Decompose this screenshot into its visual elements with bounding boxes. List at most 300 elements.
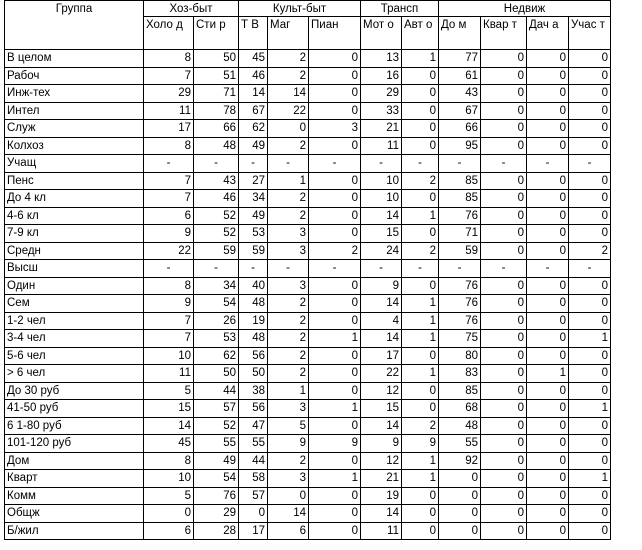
table-cell: 0 — [527, 400, 569, 418]
table-cell: 0 — [569, 172, 611, 190]
table-cell: 0 — [309, 382, 361, 400]
row-label: Б/жил — [5, 522, 144, 540]
data-table — [4, 0, 611, 540]
table-cell: 56 — [239, 347, 268, 365]
table-cell: 0 — [569, 382, 611, 400]
table-cell: 0 — [527, 172, 569, 190]
table-cell: 0 — [527, 312, 569, 330]
table-cell: 1 — [402, 330, 439, 348]
table-cell: 0 — [481, 435, 527, 453]
table-cell: 0 — [527, 522, 569, 540]
table-cell: 34 — [194, 277, 239, 295]
data-table-container — [4, 0, 611, 540]
table-cell: 2 — [268, 50, 309, 68]
table-cell: 2 — [268, 330, 309, 348]
table-cell: 28 — [194, 522, 239, 540]
table-cell: 8 — [144, 277, 194, 295]
table-cell: 0 — [402, 487, 439, 505]
table-cell: 51 — [194, 67, 239, 85]
table-cell: 2 — [268, 190, 309, 208]
table-cell: 17 — [239, 522, 268, 540]
row-label: 4-6 кл — [5, 207, 144, 225]
table-row — [5, 155, 611, 173]
table-cell: - — [439, 155, 481, 173]
table-cell: 0 — [527, 347, 569, 365]
row-label: Кварт — [5, 470, 144, 488]
table-cell: 0 — [569, 522, 611, 540]
table-cell: 3 — [268, 277, 309, 295]
table-cell: 2 — [569, 242, 611, 260]
table-cell: 10 — [361, 172, 402, 190]
table-cell: 0 — [481, 277, 527, 295]
table-cell: 0 — [527, 277, 569, 295]
column-header-motorcycle: Мот о — [361, 17, 402, 50]
table-cell: 9 — [144, 295, 194, 313]
table-cell: - — [239, 155, 268, 173]
table-row — [5, 312, 611, 330]
table-cell: 0 — [402, 67, 439, 85]
table-cell: 29 — [361, 85, 402, 103]
table-cell: - — [144, 155, 194, 173]
table-cell: 0 — [527, 452, 569, 470]
table-cell: 0 — [481, 522, 527, 540]
table-cell: 0 — [527, 435, 569, 453]
row-label: > 6 чел — [5, 365, 144, 383]
table-cell: 17 — [361, 347, 402, 365]
table-cell: 0 — [268, 487, 309, 505]
table-cell: 14 — [268, 85, 309, 103]
table-cell: 0 — [239, 505, 268, 523]
table-cell: - — [239, 260, 268, 278]
table-cell: 1 — [402, 365, 439, 383]
table-cell: 1 — [527, 365, 569, 383]
table-cell: 0 — [309, 347, 361, 365]
table-cell: 0 — [481, 312, 527, 330]
table-cell: 0 — [309, 172, 361, 190]
table-cell: - — [194, 155, 239, 173]
table-cell: 33 — [361, 102, 402, 120]
table-cell: - — [361, 155, 402, 173]
table-cell: 0 — [481, 382, 527, 400]
group-header-row — [5, 1, 611, 17]
table-cell: 6 — [144, 522, 194, 540]
table-cell: 9 — [144, 225, 194, 243]
table-cell: 2 — [268, 137, 309, 155]
table-cell: 61 — [439, 67, 481, 85]
table-cell: 0 — [309, 137, 361, 155]
table-cell: 1 — [402, 207, 439, 225]
table-cell: 0 — [527, 242, 569, 260]
row-label: Общж — [5, 505, 144, 523]
group-header-realty: Недвиж — [439, 1, 611, 17]
table-cell: 21 — [361, 470, 402, 488]
table-cell: 0 — [309, 522, 361, 540]
table-row — [5, 487, 611, 505]
table-cell: 21 — [361, 120, 402, 138]
table-cell: 11 — [361, 522, 402, 540]
table-cell: 0 — [402, 505, 439, 523]
table-cell: - — [527, 260, 569, 278]
table-cell: 0 — [309, 277, 361, 295]
table-cell: 54 — [194, 295, 239, 313]
table-cell: 0 — [527, 382, 569, 400]
table-cell: 0 — [402, 347, 439, 365]
table-cell: 43 — [439, 85, 481, 103]
table-cell: 0 — [569, 365, 611, 383]
table-cell: - — [144, 260, 194, 278]
table-cell: 62 — [194, 347, 239, 365]
table-cell: 66 — [194, 120, 239, 138]
table-row — [5, 172, 611, 190]
table-cell: 0 — [402, 190, 439, 208]
table-cell: 1 — [268, 172, 309, 190]
table-cell: 9 — [309, 435, 361, 453]
table-cell: - — [268, 155, 309, 173]
table-cell: 0 — [527, 417, 569, 435]
table-cell: 1 — [268, 382, 309, 400]
row-label: До 4 кл — [5, 190, 144, 208]
table-cell: 5 — [144, 487, 194, 505]
column-header-dacha: Дач а — [527, 17, 569, 50]
table-cell: 8 — [144, 452, 194, 470]
column-header-apartment: Квар т — [481, 17, 527, 50]
table-cell: 85 — [439, 190, 481, 208]
table-row — [5, 400, 611, 418]
table-cell: - — [309, 155, 361, 173]
table-row — [5, 260, 611, 278]
table-cell: - — [439, 260, 481, 278]
table-cell: 0 — [402, 225, 439, 243]
table-header — [5, 1, 611, 50]
table-cell: 0 — [402, 137, 439, 155]
table-cell: 11 — [144, 365, 194, 383]
table-cell: 2 — [268, 452, 309, 470]
table-cell: 0 — [569, 487, 611, 505]
table-cell: 0 — [481, 347, 527, 365]
table-cell: 0 — [402, 102, 439, 120]
table-cell: 44 — [194, 382, 239, 400]
table-cell: 2 — [268, 207, 309, 225]
table-cell: 50 — [239, 365, 268, 383]
table-cell: 46 — [239, 67, 268, 85]
table-cell: 48 — [239, 295, 268, 313]
row-label: Комм — [5, 487, 144, 505]
group-header-culture: Культ-быт — [239, 1, 361, 17]
table-cell: 0 — [481, 417, 527, 435]
table-cell: 34 — [239, 190, 268, 208]
table-cell: 14 — [361, 330, 402, 348]
table-cell: 0 — [439, 487, 481, 505]
table-cell: 0 — [481, 330, 527, 348]
table-cell: 7 — [144, 312, 194, 330]
table-row — [5, 382, 611, 400]
table-cell: 57 — [239, 487, 268, 505]
table-cell: 0 — [481, 67, 527, 85]
table-cell: 0 — [527, 67, 569, 85]
table-cell: 59 — [194, 242, 239, 260]
table-cell: - — [402, 260, 439, 278]
column-header-tv: Т В — [239, 17, 268, 50]
row-label: Служ — [5, 120, 144, 138]
table-cell: 0 — [527, 295, 569, 313]
table-cell: 68 — [439, 400, 481, 418]
table-row — [5, 67, 611, 85]
table-cell: 43 — [194, 172, 239, 190]
table-cell: 15 — [144, 400, 194, 418]
table-cell: 11 — [361, 137, 402, 155]
table-cell: 76 — [439, 295, 481, 313]
table-cell: 19 — [361, 487, 402, 505]
table-cell: 0 — [481, 50, 527, 68]
table-cell: 22 — [268, 102, 309, 120]
table-row — [5, 85, 611, 103]
table-cell: 45 — [239, 50, 268, 68]
table-cell: 24 — [361, 242, 402, 260]
table-cell: 76 — [439, 207, 481, 225]
table-cell: 3 — [268, 242, 309, 260]
table-cell: 0 — [439, 505, 481, 523]
table-cell: 0 — [527, 470, 569, 488]
table-cell: 0 — [569, 435, 611, 453]
table-cell: 48 — [239, 330, 268, 348]
table-cell: 14 — [361, 295, 402, 313]
table-cell: 1 — [569, 330, 611, 348]
table-cell: 22 — [144, 242, 194, 260]
table-cell: 5 — [268, 417, 309, 435]
table-cell: 2 — [402, 417, 439, 435]
table-cell: 0 — [309, 417, 361, 435]
table-cell: 48 — [439, 417, 481, 435]
table-cell: 10 — [361, 190, 402, 208]
row-label: Инж-тех — [5, 85, 144, 103]
table-cell: 49 — [239, 137, 268, 155]
table-cell: 3 — [268, 470, 309, 488]
table-cell: 44 — [239, 452, 268, 470]
table-cell: 0 — [309, 207, 361, 225]
table-cell: 0 — [481, 452, 527, 470]
row-label: Сем — [5, 295, 144, 313]
table-cell: 26 — [194, 312, 239, 330]
table-row — [5, 452, 611, 470]
table-cell: 1 — [309, 400, 361, 418]
table-cell: 0 — [527, 85, 569, 103]
row-label: До 30 руб — [5, 382, 144, 400]
table-cell: 75 — [439, 330, 481, 348]
table-cell: 0 — [402, 277, 439, 295]
table-cell: 71 — [439, 225, 481, 243]
table-cell: 6 — [144, 207, 194, 225]
row-label: Пенс — [5, 172, 144, 190]
column-header-car: Авт о — [402, 17, 439, 50]
table-cell: 0 — [481, 470, 527, 488]
table-cell: 0 — [144, 505, 194, 523]
table-cell: 0 — [527, 207, 569, 225]
table-cell: 53 — [239, 225, 268, 243]
table-cell: 0 — [527, 225, 569, 243]
table-cell: 14 — [361, 207, 402, 225]
table-cell: 0 — [569, 67, 611, 85]
table-cell: 2 — [268, 347, 309, 365]
table-cell: 1 — [402, 50, 439, 68]
table-cell: 15 — [361, 400, 402, 418]
table-cell: 0 — [402, 85, 439, 103]
table-cell: 0 — [439, 470, 481, 488]
table-cell: 55 — [194, 435, 239, 453]
table-cell: 85 — [439, 172, 481, 190]
table-cell: - — [569, 260, 611, 278]
table-cell: 1 — [402, 312, 439, 330]
table-cell: 0 — [309, 487, 361, 505]
table-cell: 2 — [402, 172, 439, 190]
table-cell: 58 — [239, 470, 268, 488]
table-cell: 0 — [569, 347, 611, 365]
table-cell: 0 — [309, 225, 361, 243]
table-row — [5, 347, 611, 365]
table-cell: 11 — [144, 102, 194, 120]
table-cell: 0 — [569, 137, 611, 155]
table-cell: 0 — [569, 312, 611, 330]
table-cell: 0 — [402, 382, 439, 400]
table-cell: 0 — [481, 487, 527, 505]
table-cell: 0 — [481, 505, 527, 523]
table-cell: 1 — [402, 295, 439, 313]
table-cell: 1 — [569, 400, 611, 418]
table-cell: 9 — [268, 435, 309, 453]
table-cell: 92 — [439, 452, 481, 470]
table-cell: 0 — [309, 505, 361, 523]
table-cell: 1 — [309, 330, 361, 348]
row-label: Учащ — [5, 155, 144, 173]
table-row — [5, 522, 611, 540]
table-cell: 14 — [268, 505, 309, 523]
table-cell: 1 — [309, 470, 361, 488]
table-cell: 85 — [439, 382, 481, 400]
table-cell: 52 — [194, 225, 239, 243]
table-cell: 54 — [194, 470, 239, 488]
table-cell: 0 — [569, 50, 611, 68]
table-cell: 50 — [194, 50, 239, 68]
table-cell: 9 — [402, 435, 439, 453]
table-row — [5, 330, 611, 348]
table-cell: 0 — [527, 505, 569, 523]
table-cell: 0 — [481, 242, 527, 260]
column-header-piano: Пиан — [309, 17, 361, 50]
table-cell: 8 — [144, 50, 194, 68]
table-cell: 6 — [268, 522, 309, 540]
table-cell: 7 — [144, 172, 194, 190]
table-cell: 0 — [309, 190, 361, 208]
table-cell: 0 — [481, 137, 527, 155]
column-header-house: До м — [439, 17, 481, 50]
row-label: 6 1-80 руб — [5, 417, 144, 435]
table-cell: 2 — [268, 365, 309, 383]
table-cell: 0 — [309, 102, 361, 120]
table-cell: 27 — [239, 172, 268, 190]
table-cell: 0 — [481, 120, 527, 138]
table-cell: 57 — [194, 400, 239, 418]
table-cell: 0 — [309, 295, 361, 313]
table-cell: - — [361, 260, 402, 278]
row-label: 101-120 руб — [5, 435, 144, 453]
table-cell: 0 — [402, 120, 439, 138]
table-cell: 48 — [194, 137, 239, 155]
table-row — [5, 225, 611, 243]
table-cell: 0 — [481, 207, 527, 225]
table-cell: 0 — [309, 85, 361, 103]
table-cell: 46 — [194, 190, 239, 208]
table-cell: 13 — [361, 50, 402, 68]
table-cell: 7 — [144, 190, 194, 208]
table-cell: 10 — [144, 470, 194, 488]
row-label: В целом — [5, 50, 144, 68]
table-cell: 4 — [361, 312, 402, 330]
table-cell: 0 — [569, 85, 611, 103]
column-header-tape-recorder: Маг — [268, 17, 309, 50]
table-cell: 49 — [194, 452, 239, 470]
table-cell: - — [402, 155, 439, 173]
table-cell: - — [569, 155, 611, 173]
table-cell: 17 — [144, 120, 194, 138]
group-column-header: Группа — [5, 1, 144, 50]
table-cell: 0 — [569, 505, 611, 523]
table-cell: 59 — [239, 242, 268, 260]
table-cell: 2 — [268, 67, 309, 85]
table-cell: - — [194, 260, 239, 278]
table-cell: 0 — [569, 277, 611, 295]
table-cell: 67 — [239, 102, 268, 120]
table-cell: 56 — [239, 400, 268, 418]
table-cell: 77 — [439, 50, 481, 68]
table-cell: 2 — [268, 295, 309, 313]
table-row — [5, 277, 611, 295]
table-cell: 3 — [309, 120, 361, 138]
table-cell: 0 — [569, 102, 611, 120]
table-cell: 71 — [194, 85, 239, 103]
table-cell: - — [481, 260, 527, 278]
table-row — [5, 417, 611, 435]
table-row — [5, 365, 611, 383]
table-row — [5, 505, 611, 523]
table-cell: 3 — [268, 400, 309, 418]
table-cell: 1 — [402, 452, 439, 470]
row-label: 5-6 чел — [5, 347, 144, 365]
table-cell: 49 — [239, 207, 268, 225]
table-cell: 76 — [439, 277, 481, 295]
table-cell: 76 — [194, 487, 239, 505]
table-row — [5, 207, 611, 225]
table-cell: - — [527, 155, 569, 173]
table-cell: 0 — [481, 295, 527, 313]
table-cell: 0 — [481, 365, 527, 383]
table-cell: 0 — [527, 120, 569, 138]
table-cell: 1 — [402, 470, 439, 488]
table-cell: 0 — [527, 102, 569, 120]
table-cell: 0 — [527, 137, 569, 155]
column-header-washer: Сти р — [194, 17, 239, 50]
table-cell: 55 — [239, 435, 268, 453]
table-cell: 15 — [361, 225, 402, 243]
table-cell: 38 — [239, 382, 268, 400]
table-cell: 0 — [481, 190, 527, 208]
table-cell: 0 — [527, 190, 569, 208]
row-label: Средн — [5, 242, 144, 260]
table-row — [5, 120, 611, 138]
table-cell: 9 — [361, 277, 402, 295]
table-row — [5, 137, 611, 155]
table-cell: 67 — [439, 102, 481, 120]
table-cell: 55 — [439, 435, 481, 453]
table-cell: 0 — [402, 400, 439, 418]
